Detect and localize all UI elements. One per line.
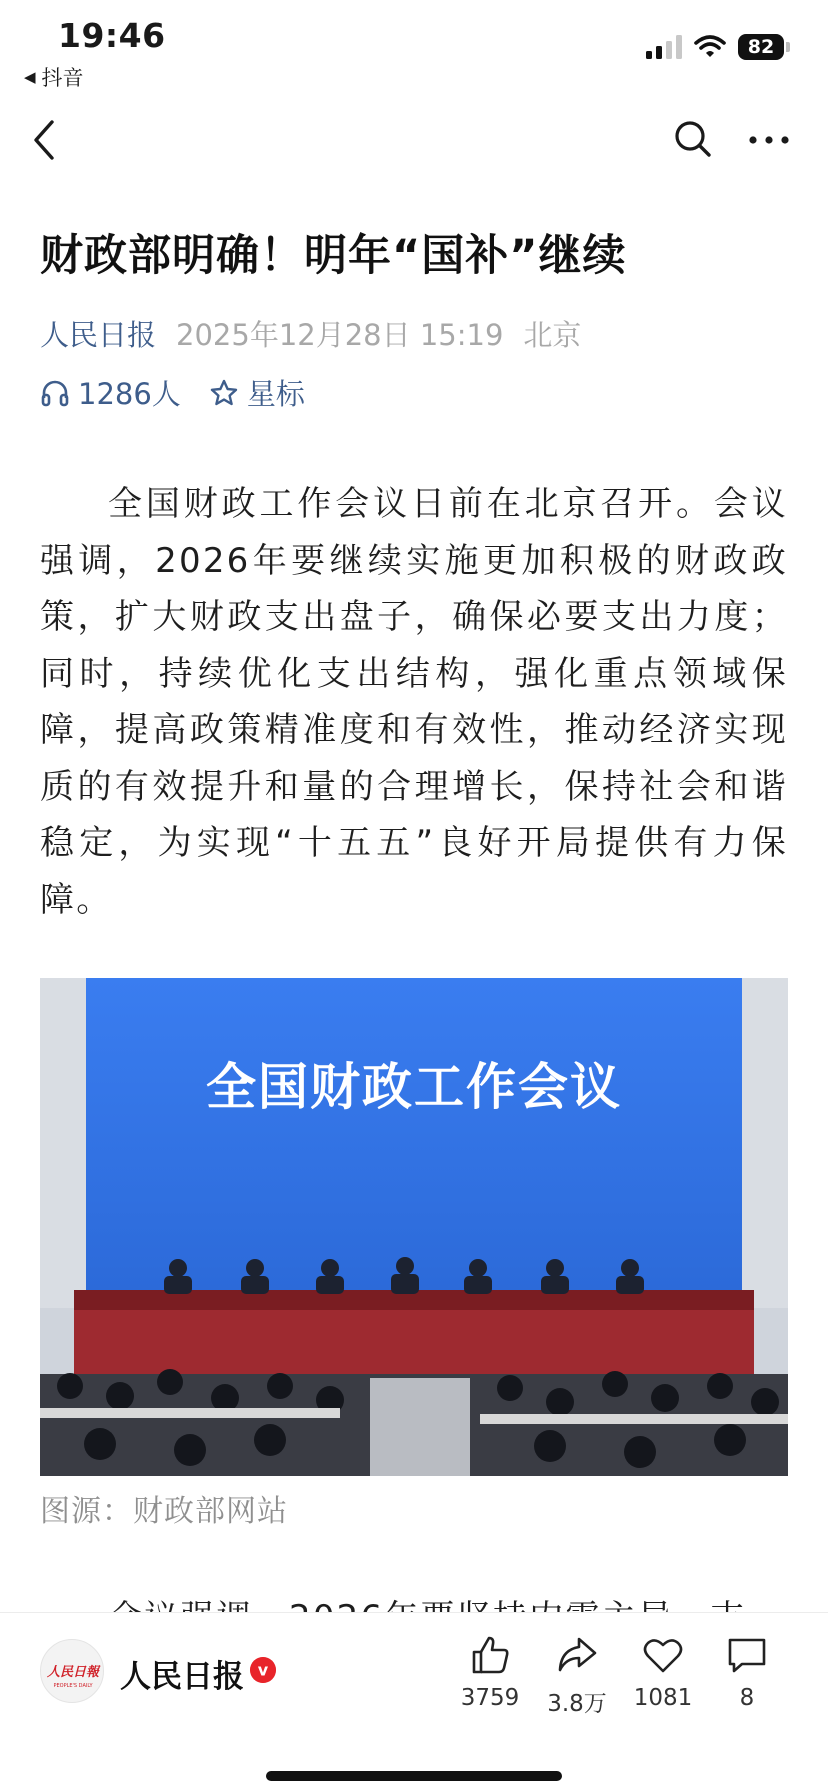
verified-badge-icon — [250, 1657, 276, 1683]
publish-location: 北京 — [523, 318, 582, 352]
article-paragraph: 全国财政工作会议日前在北京召开。会议强调，2026年要继续实施更加积极的财政政策，扩大财政支出盘子，确保必要支出力度；同时，持续优化支出结构，强化重点领域保障，提高政策精准度和有效性，推动经济实现质的有效提升和量的合理增长，保持社会和谐稳定，为实现“十五五”良好开局提供有力保障。 — [40, 484, 788, 920]
back-triangle-icon: ◀ — [24, 68, 36, 86]
listener-count: 1286人 — [78, 377, 181, 411]
article-meta — [40, 313, 581, 354]
account-avatar[interactable] — [40, 1639, 104, 1703]
article-photo[interactable] — [40, 978, 788, 1476]
status-time: 19:46 — [58, 16, 166, 55]
listen-button[interactable] — [40, 372, 181, 413]
share-count: 3.8万 — [547, 1691, 607, 1717]
publish-date: 2025年12月28日 15:19 — [176, 318, 504, 352]
headphones-icon — [40, 378, 70, 408]
signal-icon — [646, 35, 682, 59]
comment-bubble-icon — [725, 1633, 769, 1677]
image-caption: 图源：财政部网站 — [40, 1494, 288, 1529]
thumbs-up-icon — [468, 1633, 512, 1677]
logo-subtext: PEOPLE'S DAILY — [53, 1683, 93, 1689]
search-icon[interactable] — [670, 116, 716, 162]
star-button[interactable] — [209, 372, 305, 413]
comment-button[interactable] — [699, 1633, 795, 1711]
share-button[interactable] — [529, 1633, 625, 1718]
battery-cap — [786, 42, 790, 52]
back-app-label: 抖音 — [41, 66, 84, 90]
heart-icon — [641, 1633, 685, 1677]
account-name[interactable]: 人民日报 — [120, 1659, 244, 1695]
source-link[interactable]: 人民日报 — [40, 318, 157, 352]
status-indicators — [646, 34, 790, 60]
like-count: 3759 — [460, 1685, 520, 1711]
back-to-app-button[interactable] — [24, 62, 84, 92]
conference-photo-illustration — [40, 978, 788, 1476]
banner-text: 全国财政工作会议 — [206, 1058, 622, 1116]
favorite-button[interactable] — [615, 1633, 711, 1711]
home-indicator[interactable] — [266, 1771, 562, 1781]
comment-count: 8 — [739, 1685, 755, 1711]
article-actions — [40, 372, 305, 413]
logo-text: 人民日報 — [46, 1665, 100, 1680]
like-button[interactable] — [442, 1633, 538, 1711]
star-label: 星标 — [246, 377, 305, 411]
bottom-action-bar — [0, 1612, 828, 1792]
article-title: 财政部明确！明年“国补”继续 — [40, 231, 627, 281]
peoples-daily-logo — [41, 1640, 104, 1703]
status-bar — [0, 0, 828, 96]
verified-mark: v — [257, 1660, 269, 1680]
share-arrow-icon — [555, 1633, 599, 1677]
battery-icon: 82 — [738, 34, 784, 60]
favorite-count: 1081 — [633, 1685, 693, 1711]
back-chevron-icon[interactable] — [24, 114, 68, 166]
more-icon[interactable] — [746, 118, 792, 164]
wifi-icon — [694, 35, 726, 59]
star-icon — [209, 378, 239, 408]
nav-bar — [0, 100, 828, 180]
